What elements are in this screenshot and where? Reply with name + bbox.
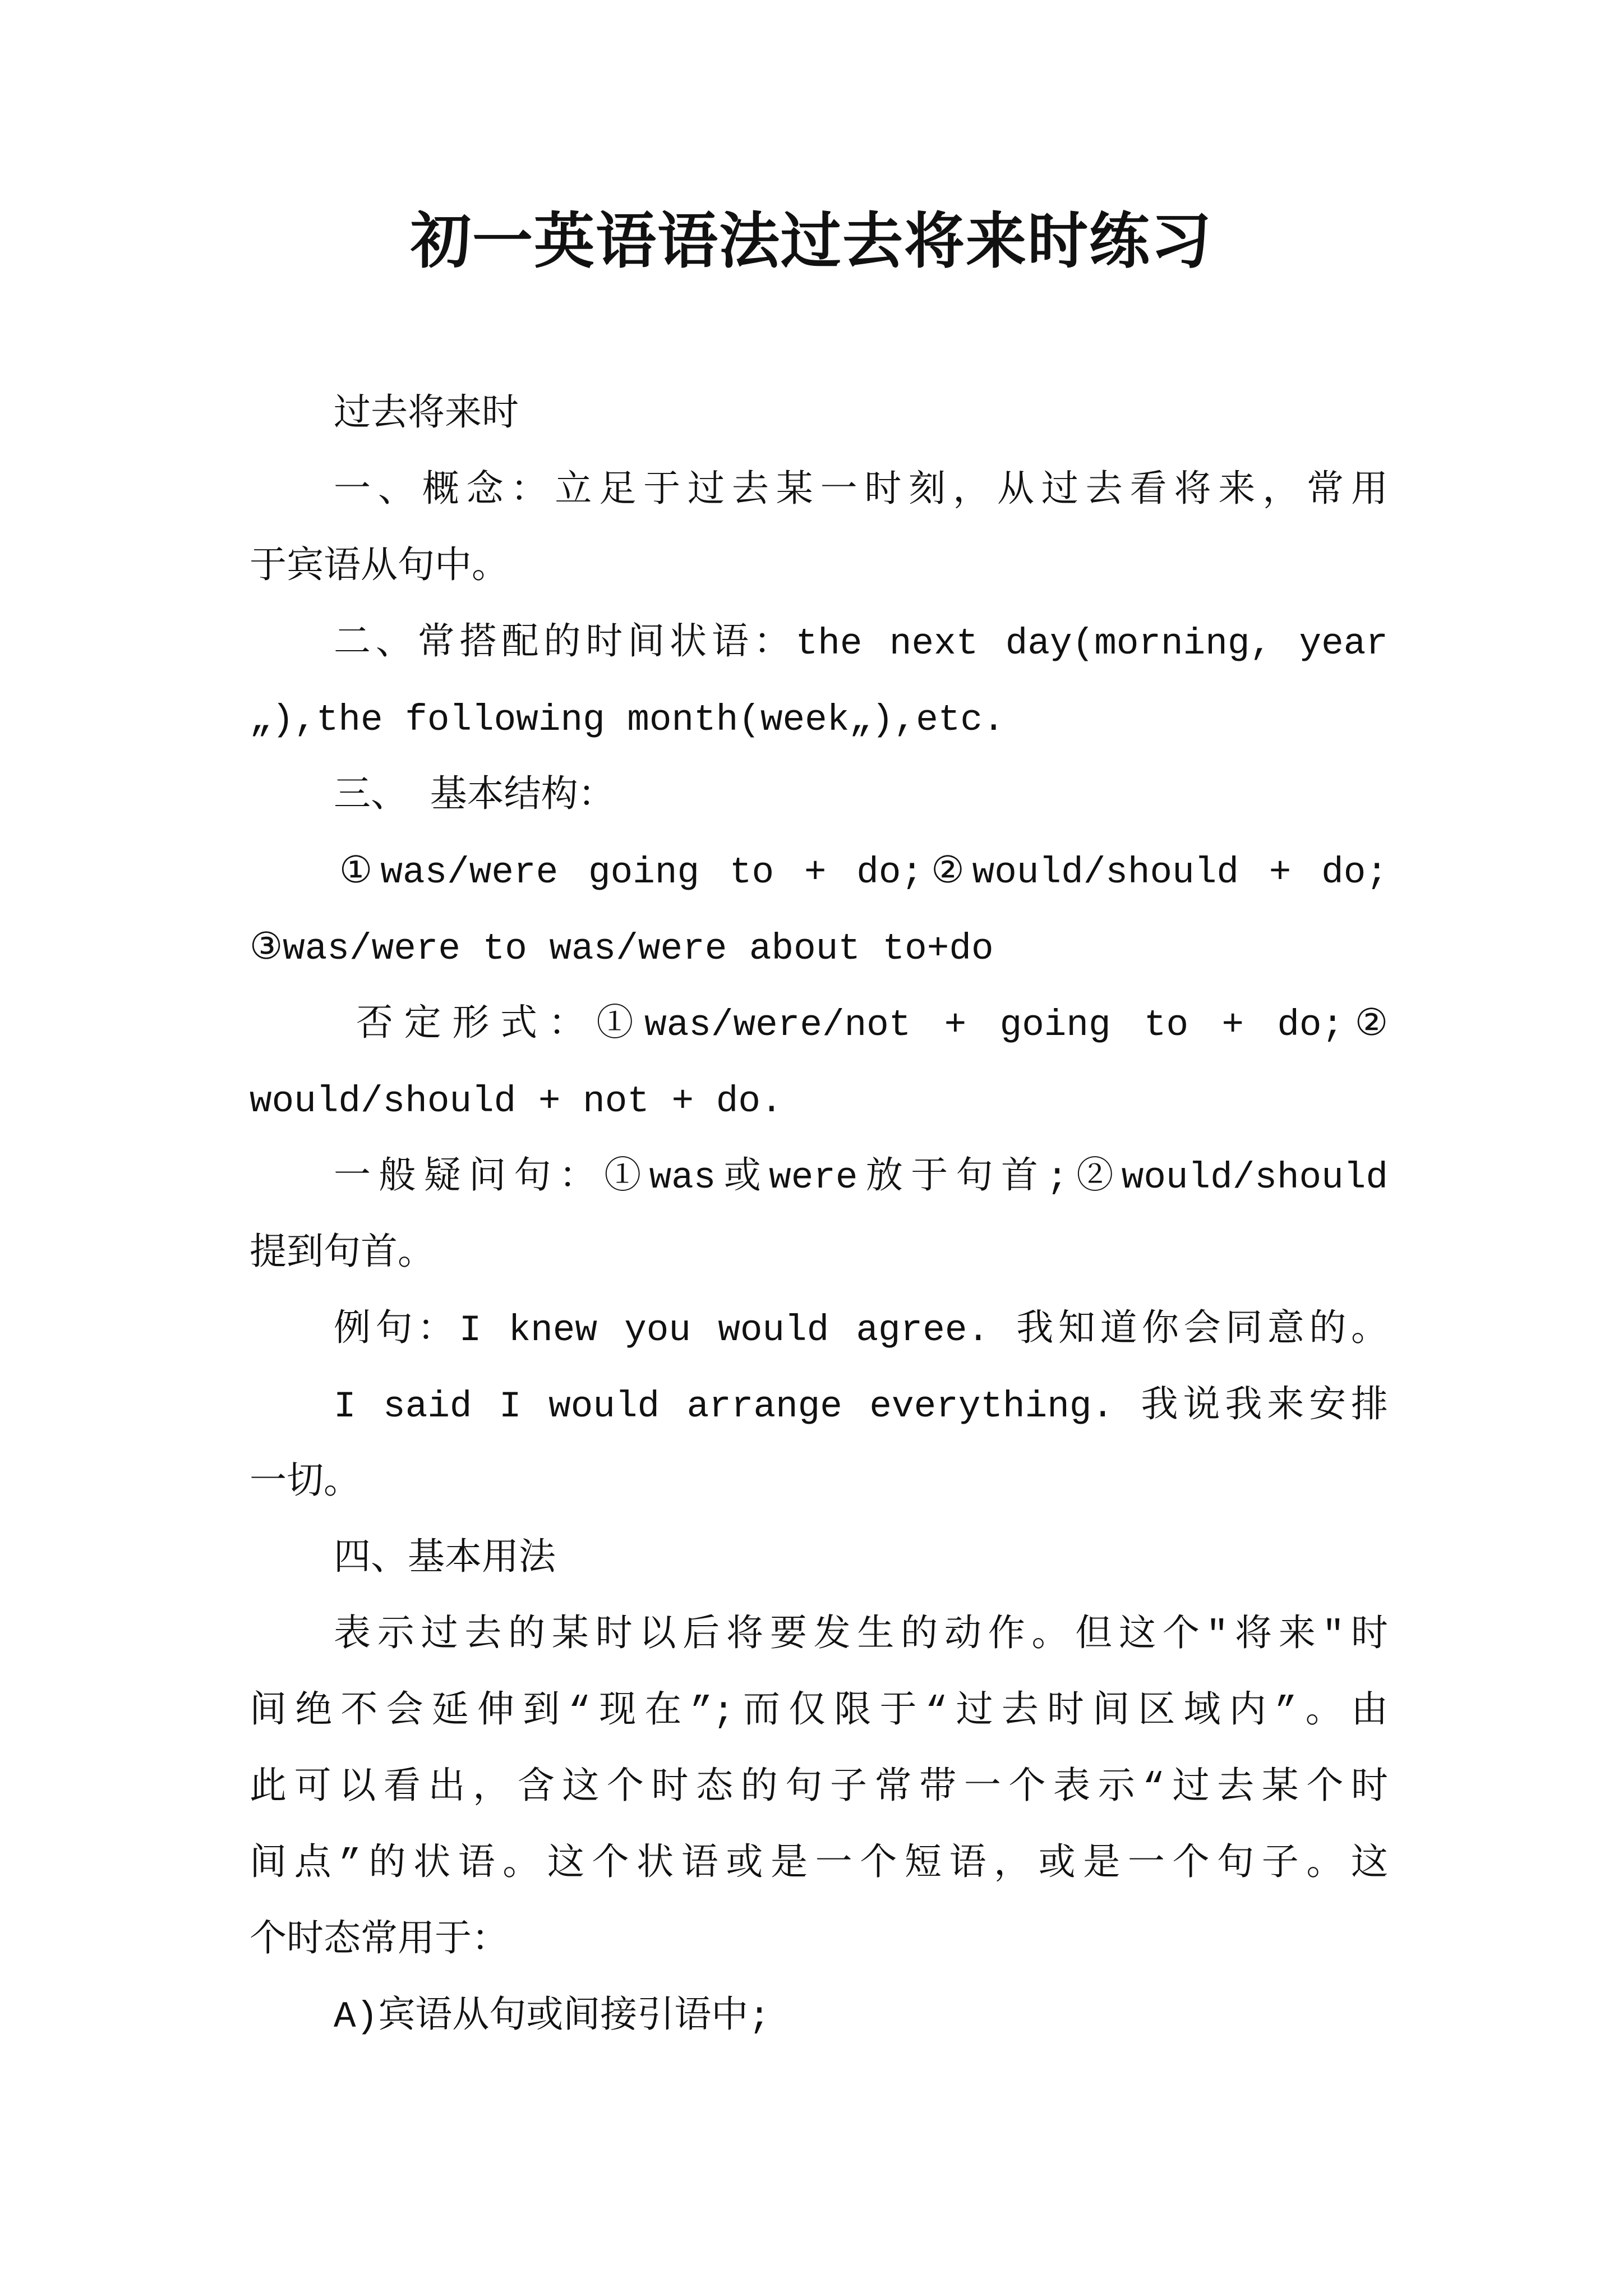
text-line: ③was/were to was/were about to+do <box>250 928 994 970</box>
text-line: 间绝不会延伸到“现在”;而仅限于“过去时间区域内”。由 <box>250 1691 1388 1733</box>
text-line: would/should + not + do. <box>250 1080 783 1122</box>
text-line: I said I would arrange everything. 我说我来安排 <box>334 1386 1388 1428</box>
text-line: 例句：I knew you would agree. 我知道你会同意的。 <box>334 1309 1388 1351</box>
text-line: 间点”的状语。这个状语或是一个短语，或是一个句子。这 <box>250 1843 1388 1885</box>
text-line: 一切。 <box>250 1462 361 1504</box>
text-line: 提到句首。 <box>250 1233 435 1275</box>
text-line: A)宾语从句或间接引语中; <box>334 1996 771 2038</box>
text-line: 表示过去的某时以后将要发生的动作。但这个"将来"时 <box>334 1614 1388 1657</box>
text-line: 否定形式：①was/were/not + going to + do;② <box>356 1004 1388 1046</box>
text-line: „),the following month(week„),etc. <box>250 699 1005 741</box>
section-heading: 四、基本用法 <box>334 1538 556 1580</box>
text-line: 二、常搭配的时间状语：the next day(morning, year <box>334 623 1388 665</box>
text-line: 一般疑问句：①was或were放于句首;②would/should <box>334 1157 1388 1199</box>
section-heading: 过去将来时 <box>334 394 519 436</box>
text-line: 于宾语从句中。 <box>250 546 509 588</box>
document-body <box>250 377 1388 2055</box>
document-title: 初一英语语法过去将来时练习 <box>410 206 1212 277</box>
text-line: ①was/were going to + do;②would/should + do; <box>339 852 1388 894</box>
text-line: 一、概念：立足于过去某一时刻，从过去看将来，常用 <box>334 470 1388 512</box>
text-line: 此可以看出，含这个时态的句子常带一个表示“过去某个时 <box>250 1767 1388 1809</box>
section-heading: 三、 基本结构： <box>334 775 615 817</box>
text-line: 个时态常用于： <box>250 1920 509 1962</box>
